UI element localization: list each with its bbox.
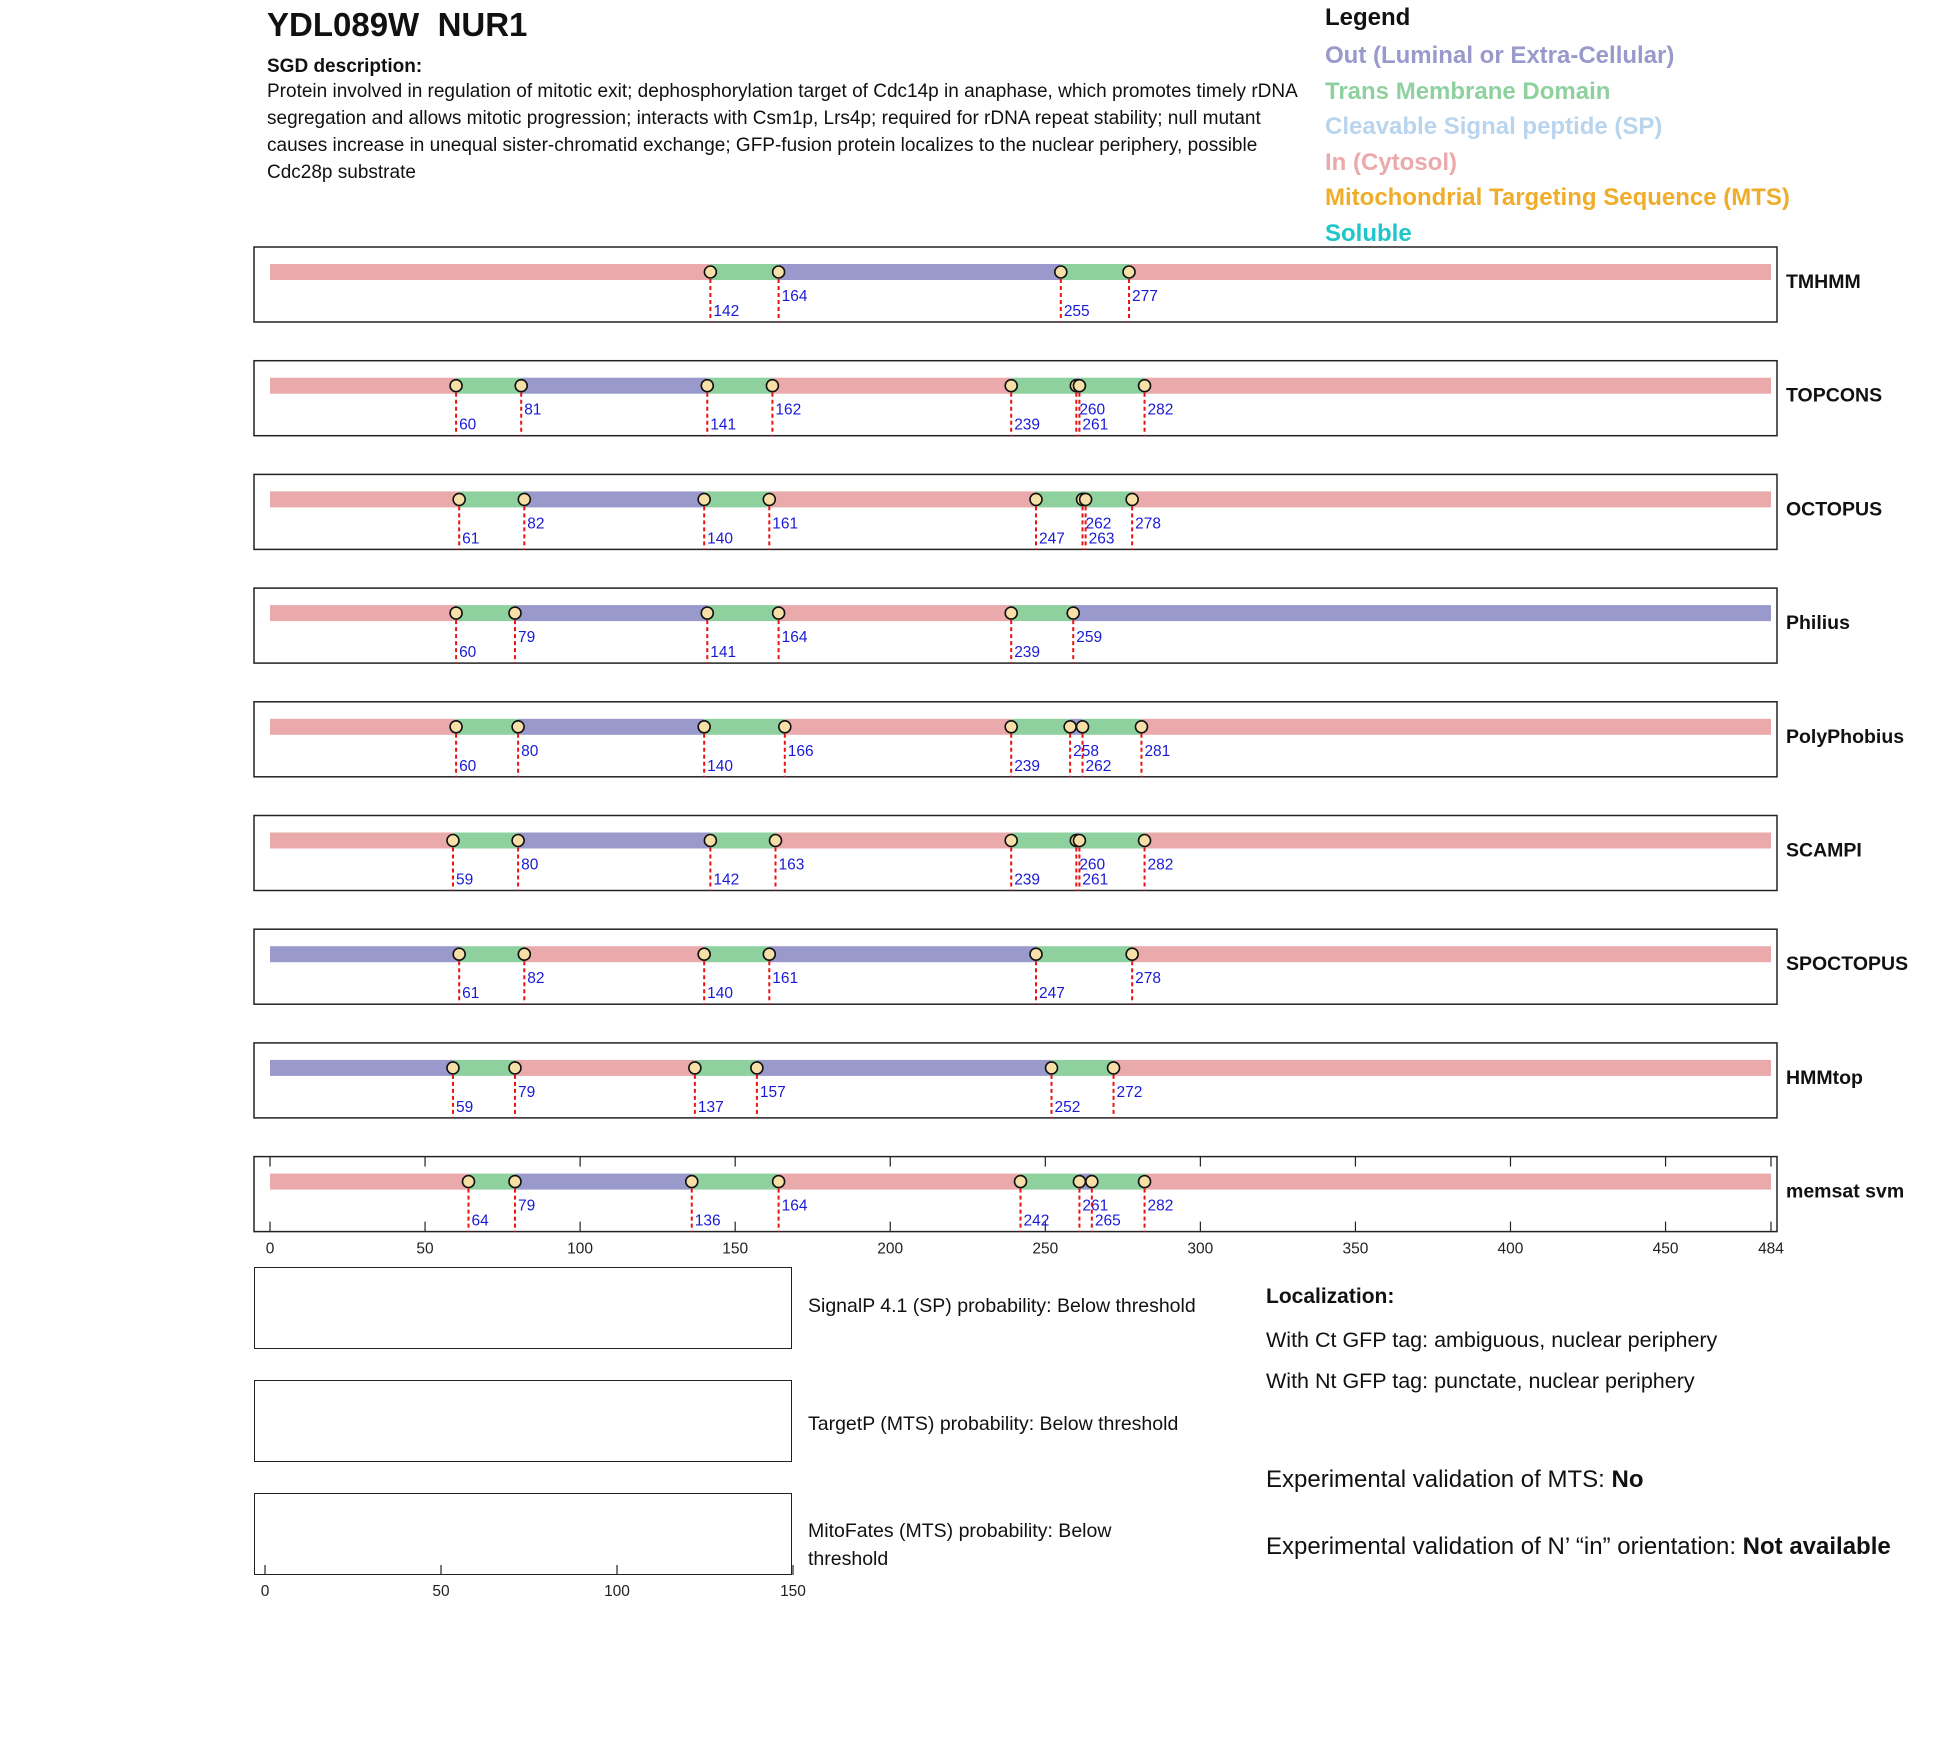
boundary-label: 261	[1082, 416, 1109, 434]
boundary-label: 247	[1039, 985, 1065, 1003]
boundary-label: 163	[778, 856, 805, 874]
boundary-label: 259	[1076, 629, 1103, 647]
boundary-marker	[1015, 1176, 1027, 1188]
boundary-marker	[1055, 266, 1067, 278]
boundary-label: 82	[527, 515, 545, 533]
track-frame-octopus	[254, 474, 1777, 549]
track-segment-tm	[1011, 719, 1070, 735]
boundary-marker	[763, 493, 775, 505]
track-segment-tm	[710, 833, 775, 849]
track-segment-in	[772, 378, 1011, 394]
boundary-label: 61	[462, 985, 480, 1003]
track-frame-tmhmm	[254, 247, 1777, 322]
prob-axis-tick-label: 100	[604, 1583, 630, 1600]
boundary-marker	[773, 266, 785, 278]
boundary-label: 59	[455, 1098, 474, 1116]
boundary-label: 79	[517, 1083, 536, 1101]
boundary-marker	[518, 948, 530, 960]
boundary-marker	[1139, 835, 1151, 847]
track-segment-out	[515, 605, 707, 621]
track-segment-tm	[704, 491, 769, 507]
track-segment-tm	[704, 719, 785, 735]
legend-item-soluble: Soluble	[1325, 219, 1412, 247]
boundary-label: 260	[1079, 856, 1106, 874]
boundary-marker	[447, 835, 459, 847]
track-segment-out	[518, 833, 710, 849]
boundary-label: 60	[459, 644, 477, 662]
targetp-probability-plot	[254, 1380, 792, 1462]
x-tick-label: 400	[1497, 1240, 1524, 1258]
boundary-marker	[701, 607, 713, 619]
boundary-marker	[1030, 493, 1042, 505]
boundary-marker	[773, 1176, 785, 1188]
mitofates-probability-plot	[254, 1493, 792, 1575]
x-tick-label: 450	[1652, 1240, 1679, 1258]
boundary-label: 164	[781, 629, 808, 647]
track-segment-tm	[1061, 264, 1129, 280]
track-segment-in	[270, 605, 456, 621]
boundary-label: 166	[787, 742, 814, 760]
boundary-label: 282	[1147, 856, 1174, 874]
track-segment-tm	[459, 491, 524, 507]
track-segment-in	[270, 378, 456, 394]
track-segment-in	[270, 833, 453, 849]
track-segment-tm	[1079, 833, 1144, 849]
track-segment-tm	[456, 378, 521, 394]
track-segment-tm	[1086, 491, 1133, 507]
boundary-marker	[1030, 948, 1042, 960]
boundary-label: 239	[1014, 416, 1041, 434]
boundary-label: 278	[1135, 970, 1162, 988]
track-segment-tm	[692, 1174, 779, 1190]
track-segment-tm	[704, 946, 769, 962]
boundary-label: 277	[1132, 288, 1158, 305]
boundary-marker	[766, 380, 778, 392]
experimental-orientation	[1266, 1531, 1906, 1563]
boundary-marker	[1005, 607, 1017, 619]
boundary-marker	[1073, 835, 1085, 847]
boundary-label: 242	[1023, 1212, 1050, 1230]
track-segment-in	[769, 491, 1036, 507]
track-segment-in	[1145, 833, 1771, 849]
boundary-label: 157	[759, 1083, 786, 1101]
boundary-label: 137	[697, 1098, 724, 1116]
boundary-marker	[1126, 493, 1138, 505]
track-segment-tm	[453, 1060, 515, 1076]
track-segment-tm	[1083, 719, 1142, 735]
track-name-philius: Philius	[1786, 612, 1850, 635]
boundary-marker	[1126, 948, 1138, 960]
boundary-marker	[509, 607, 521, 619]
boundary-marker	[1108, 1062, 1120, 1074]
track-segment-in	[270, 1174, 468, 1190]
boundary-label: 162	[775, 401, 802, 419]
boundary-marker	[704, 266, 716, 278]
boundary-label: 262	[1085, 515, 1112, 533]
track-segment-out	[524, 491, 704, 507]
track-segment-in	[524, 946, 704, 962]
track-segment-tm	[459, 946, 524, 962]
track-name-tmhmm: TMHMM	[1786, 271, 1861, 293]
boundary-label: 141	[710, 644, 737, 662]
track-segment-in	[785, 719, 1011, 735]
x-tick-label: 300	[1187, 1240, 1214, 1258]
boundary-label: 79	[517, 1197, 536, 1215]
track-segment-in	[270, 264, 710, 280]
boundary-marker	[1005, 380, 1017, 392]
boundary-label: 247	[1039, 530, 1065, 548]
track-segment-tm	[1092, 1174, 1145, 1190]
boundary-label: 278	[1135, 515, 1162, 533]
boundary-marker	[1073, 1176, 1085, 1188]
experimental-mts	[1266, 1464, 1906, 1496]
track-segment-tm	[695, 1060, 757, 1076]
boundary-label: 281	[1144, 742, 1171, 760]
boundary-label: 282	[1147, 1197, 1174, 1215]
boundary-marker	[512, 835, 524, 847]
track-name-spoctopus: SPOCTOPUS	[1786, 953, 1909, 976]
track-segment-in	[1141, 719, 1771, 735]
boundary-label: 136	[694, 1212, 721, 1230]
sgd-description-label: SGD description:	[267, 56, 423, 77]
x-tick-label: 100	[567, 1240, 594, 1258]
boundary-marker	[515, 380, 527, 392]
x-tick-label: 250	[1032, 1240, 1059, 1258]
boundary-marker	[518, 493, 530, 505]
x-tick-label: 350	[1342, 1240, 1369, 1258]
experimental-orientation-label: Experimental validation of N’ “in” orientation:	[1266, 1533, 1743, 1560]
track-segment-in	[1129, 264, 1771, 280]
prob-axis-tick-label: 150	[780, 1583, 806, 1600]
legend-item-out: Out (Luminal or Extra-Cellular)	[1325, 42, 1675, 69]
boundary-marker	[689, 1062, 701, 1074]
boundary-label: 261	[1082, 1197, 1109, 1215]
boundary-marker	[779, 721, 791, 733]
boundary-marker	[701, 380, 713, 392]
boundary-marker	[450, 721, 462, 733]
track-segment-tm	[1011, 833, 1076, 849]
track-segment-tm	[707, 605, 778, 621]
boundary-label: 161	[772, 970, 799, 988]
boundary-label: 282	[1147, 401, 1174, 419]
track-segment-tm	[1011, 605, 1073, 621]
boundary-marker	[453, 948, 465, 960]
boundary-marker	[1139, 380, 1151, 392]
boundary-marker	[773, 607, 785, 619]
boundary-label: 263	[1088, 530, 1115, 548]
boundary-marker	[1067, 607, 1079, 619]
track-name-memsat-svm: memsat svm	[1786, 1180, 1905, 1203]
boundary-marker	[1123, 266, 1135, 278]
track-segment-out	[1073, 605, 1771, 621]
localization-ct: With Ct GFP tag: ambiguous, nuclear periphery	[1266, 1328, 1718, 1352]
boundary-label: 265	[1094, 1212, 1121, 1230]
boundary-label: 142	[713, 303, 740, 320]
track-name-topcons: TOPCONS	[1786, 384, 1883, 407]
boundary-marker	[447, 1062, 459, 1074]
boundary-label: 140	[707, 985, 734, 1003]
track-segment-out	[769, 946, 1036, 962]
boundary-label: 59	[455, 871, 474, 889]
boundary-marker	[686, 1176, 698, 1188]
track-segment-in	[779, 1174, 1021, 1190]
track-segment-tm	[710, 264, 778, 280]
localization-nt: With Nt GFP tag: punctate, nuclear periphery	[1266, 1369, 1695, 1393]
track-segment-out	[515, 1174, 692, 1190]
track-segment-tm	[456, 719, 518, 735]
boundary-marker	[770, 835, 782, 847]
boundary-label: 82	[527, 970, 545, 988]
track-segment-in	[1114, 1060, 1771, 1076]
x-tick-label: 0	[265, 1240, 275, 1258]
boundary-label: 164	[781, 1197, 808, 1215]
track-name-hmmtop: HMMtop	[1786, 1066, 1863, 1089]
sgd-description-text: Protein involved in regulation of mitotic exit; dephosphorylation target of Cdc14p in anaphase, which promotes timely rDNA segregation and allows mitotic progression; interacts with Csm1p, Lrs4p; required for rDNA repeat stability; null mutant causes increase in unequal sister-chromatid exchange; GFP-fusion protein localizes to the nuclear periphery, possible Cdc28p substrate	[267, 81, 1297, 183]
boundary-marker	[512, 721, 524, 733]
boundary-marker	[1080, 493, 1092, 505]
boundary-marker	[704, 835, 716, 847]
boundary-marker	[751, 1062, 763, 1074]
boundary-label: 80	[521, 856, 539, 874]
track-frame-hmmtop	[254, 1043, 1777, 1118]
boundary-label: 261	[1082, 871, 1109, 889]
boundary-marker	[509, 1176, 521, 1188]
boundary-marker	[1046, 1062, 1058, 1074]
track-segment-tm	[453, 833, 518, 849]
track-segment-out	[518, 719, 704, 735]
gene-id: YDL089W	[267, 6, 420, 43]
boundary-marker	[450, 607, 462, 619]
track-segment-in	[1145, 378, 1771, 394]
boundary-marker	[763, 948, 775, 960]
track-frame-spoctopus	[254, 929, 1777, 1004]
boundary-label: 262	[1085, 757, 1112, 775]
track-segment-tm	[1036, 946, 1132, 962]
signalp-probability-label: SignalP 4.1 (SP) probability: Below threshold	[808, 1295, 1196, 1317]
track-segment-tm	[1021, 1174, 1080, 1190]
track-segment-tm	[468, 1174, 515, 1190]
boundary-label: 260	[1079, 401, 1106, 419]
track-name-octopus: OCTOPUS	[1786, 498, 1883, 521]
localization-title: Localization:	[1266, 1285, 1395, 1308]
track-segment-tm	[1011, 378, 1076, 394]
boundary-marker	[1086, 1176, 1098, 1188]
boundary-label: 272	[1116, 1083, 1143, 1101]
boundary-label: 79	[517, 629, 536, 647]
boundary-marker	[1139, 1176, 1151, 1188]
track-name-polyphobius: PolyPhobius	[1786, 725, 1905, 748]
legend-item-sp: Cleavable Signal peptide (SP)	[1325, 113, 1663, 140]
boundary-label: 239	[1014, 757, 1041, 775]
track-segment-in	[515, 1060, 695, 1076]
boundary-label: 61	[462, 530, 480, 548]
boundary-label: 140	[707, 757, 734, 775]
boundary-marker	[698, 948, 710, 960]
boundary-label: 239	[1014, 871, 1041, 889]
boundary-marker	[1073, 380, 1085, 392]
boundary-label: 60	[459, 416, 477, 434]
gene-name: NUR1	[437, 6, 528, 43]
track-segment-out	[270, 946, 459, 962]
x-tick-label: 200	[877, 1240, 904, 1258]
track-segment-in	[270, 719, 456, 735]
x-tick-label: 484	[1758, 1240, 1784, 1258]
track-segment-out	[757, 1060, 1052, 1076]
boundary-label: 239	[1014, 644, 1041, 662]
boundary-marker	[1064, 721, 1076, 733]
boundary-label: 140	[707, 530, 734, 548]
track-segment-tm	[1079, 378, 1144, 394]
boundary-marker	[450, 380, 462, 392]
boundary-label: 258	[1073, 742, 1099, 760]
track-segment-out	[779, 264, 1061, 280]
track-segment-in	[779, 605, 1012, 621]
experimental-mts-value: No	[1611, 1466, 1644, 1493]
track-segment-in	[1145, 1174, 1771, 1190]
track-segment-tm	[1036, 491, 1083, 507]
legend-item-tm: Trans Membrane Domain	[1325, 77, 1611, 105]
track-segment-in	[776, 833, 1012, 849]
targetp-probability-label: TargetP (MTS) probability: Below threshold	[808, 1413, 1179, 1435]
track-segment-in	[1132, 946, 1771, 962]
boundary-marker	[1005, 721, 1017, 733]
legend-item-mts: Mitochondrial Targeting Sequence (MTS)	[1325, 184, 1790, 211]
track-segment-tm	[707, 378, 772, 394]
x-tick-label: 150	[722, 1240, 749, 1258]
boundary-label: 161	[772, 515, 799, 533]
boundary-marker	[698, 493, 710, 505]
boundary-marker	[698, 721, 710, 733]
boundary-label: 64	[471, 1212, 489, 1230]
boundary-label: 141	[710, 416, 737, 434]
track-segment-in	[1132, 491, 1771, 507]
boundary-label: 142	[713, 871, 740, 889]
boundary-label: 255	[1063, 303, 1090, 320]
track-segment-out	[521, 378, 707, 394]
track-segment-tm	[456, 605, 515, 621]
track-segment-out	[270, 1060, 453, 1076]
mitofates-probability-label: MitoFates (MTS) probability: Below threshold	[808, 1520, 1112, 1570]
boundary-marker	[1077, 721, 1089, 733]
x-tick-label: 50	[416, 1240, 434, 1258]
boundary-marker	[453, 493, 465, 505]
boundary-marker	[1005, 835, 1017, 847]
boundary-label: 81	[524, 401, 542, 419]
prob-axis-tick-label: 50	[432, 1583, 450, 1600]
boundary-marker	[1135, 721, 1147, 733]
boundary-label: 80	[521, 742, 539, 760]
experimental-orientation-value: Not available	[1742, 1533, 1891, 1560]
track-segment-in	[270, 491, 459, 507]
boundary-marker	[462, 1176, 474, 1188]
experimental-mts-label: Experimental validation of MTS:	[1266, 1466, 1612, 1493]
boundary-label: 252	[1054, 1098, 1081, 1116]
legend-title: Legend	[1325, 4, 1411, 31]
track-segment-tm	[1052, 1060, 1114, 1076]
prob-axis-tick-label: 0	[260, 1583, 270, 1600]
boundary-label: 60	[459, 757, 477, 775]
boundary-label: 164	[781, 288, 808, 305]
legend-item-in: In (Cytosol)	[1325, 148, 1457, 176]
track-name-scampi: SCAMPI	[1786, 839, 1862, 862]
boundary-marker	[509, 1062, 521, 1074]
signalp-probability-plot	[254, 1267, 792, 1349]
